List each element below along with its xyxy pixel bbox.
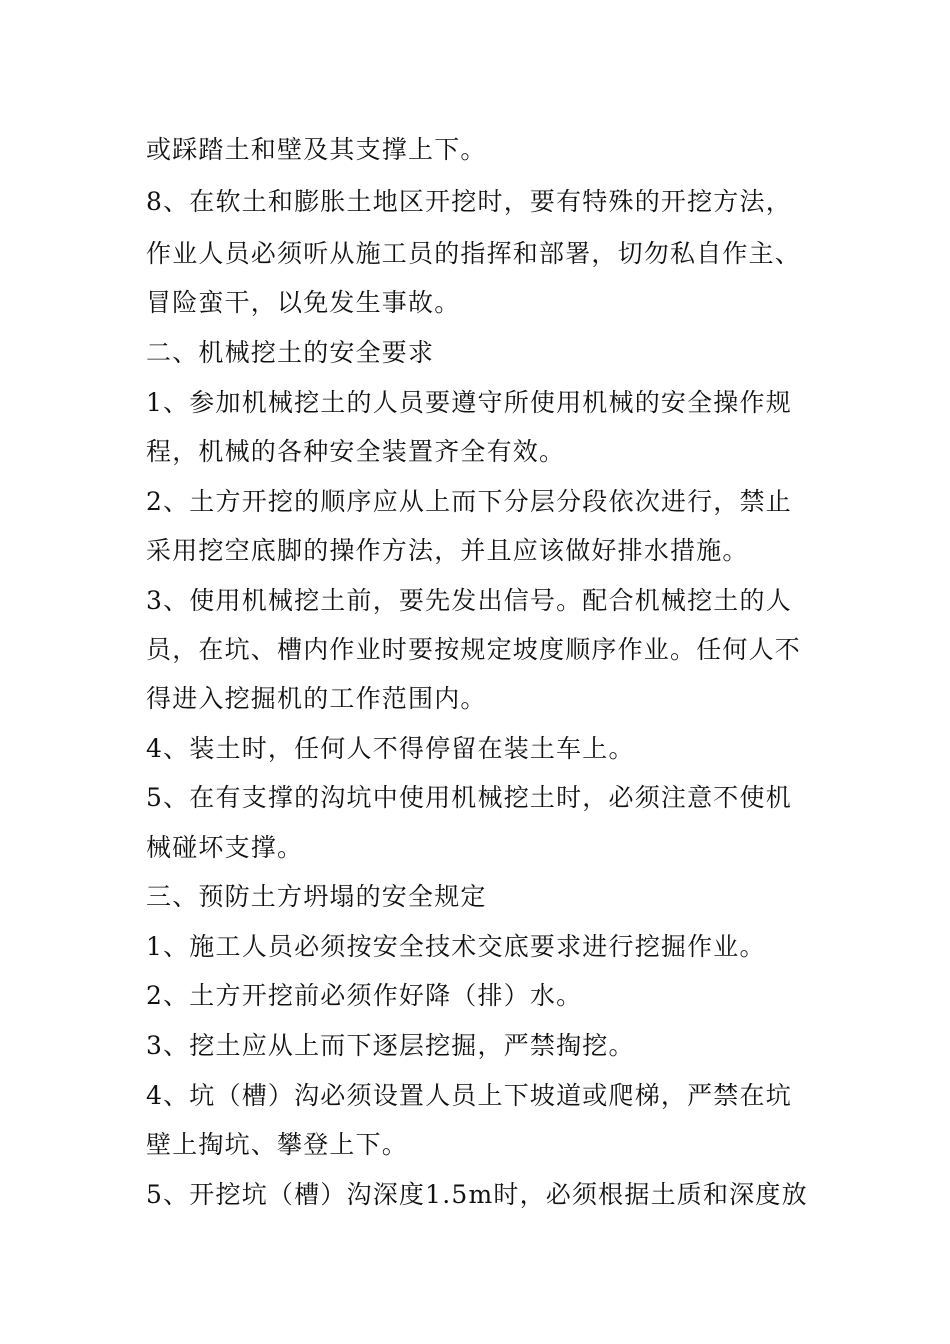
text-line: 4、坑（槽）沟必须设置人员上下坡道或爬梯，严禁在坑 [146, 1081, 792, 1110]
text-line: 作业人员必须听从施工员的指挥和部署，切勿私自作主、 [146, 239, 802, 268]
text-line: 采用挖空底脚的操作方法，并且应该做好排水措施。 [146, 536, 749, 565]
text-line: 3、使用机械挖土前，要先发出信号。配合机械挖土的人 [146, 586, 792, 615]
text-line: 员，在坑、槽内作业时要按规定坡度顺序作业。任何人不 [146, 635, 802, 664]
text-line: 2、土方开挖前必须作好降（排）水。 [146, 981, 583, 1010]
text-line: 1、施工人员必须按安全技术交底要求进行挖掘作业。 [146, 932, 766, 961]
text-line: 5、开挖坑（槽）沟深度1.5m时，必须根据土质和深度放 [146, 1180, 808, 1209]
text-line: 5、在有支撑的沟坑中使用机械挖土时，必须注意不使机 [146, 783, 792, 812]
section-heading: 三、预防土方坍塌的安全规定 [146, 882, 487, 911]
text-line: 或踩踏土和壁及其支撑上下。 [146, 135, 487, 164]
text-line: 2、土方开挖的顺序应从上而下分层分段依次进行，禁止 [146, 487, 792, 516]
text-line: 1、参加机械挖土的人员要遵守所使用机械的安全操作规 [146, 388, 792, 417]
text-line: 冒险蛮干，以免发生事故。 [146, 288, 461, 317]
text-line: 3、挖土应从上而下逐层挖掘，严禁掏挖。 [146, 1031, 635, 1060]
text-line: 得进入挖掘机的工作范围内。 [146, 684, 487, 713]
text-line: 壁上掏坑、攀登上下。 [146, 1130, 409, 1159]
section-heading: 二、机械挖土的安全要求 [146, 338, 435, 367]
text-line: 8、在软土和膨胀土地区开挖时，要有特殊的开挖方法， [146, 187, 792, 216]
text-line: 械碰坏支撑。 [146, 833, 304, 862]
text-line: 程，机械的各种安全装置齐全有效。 [146, 437, 566, 466]
text-line: 4、装土时，任何人不得停留在装土车上。 [146, 734, 635, 763]
